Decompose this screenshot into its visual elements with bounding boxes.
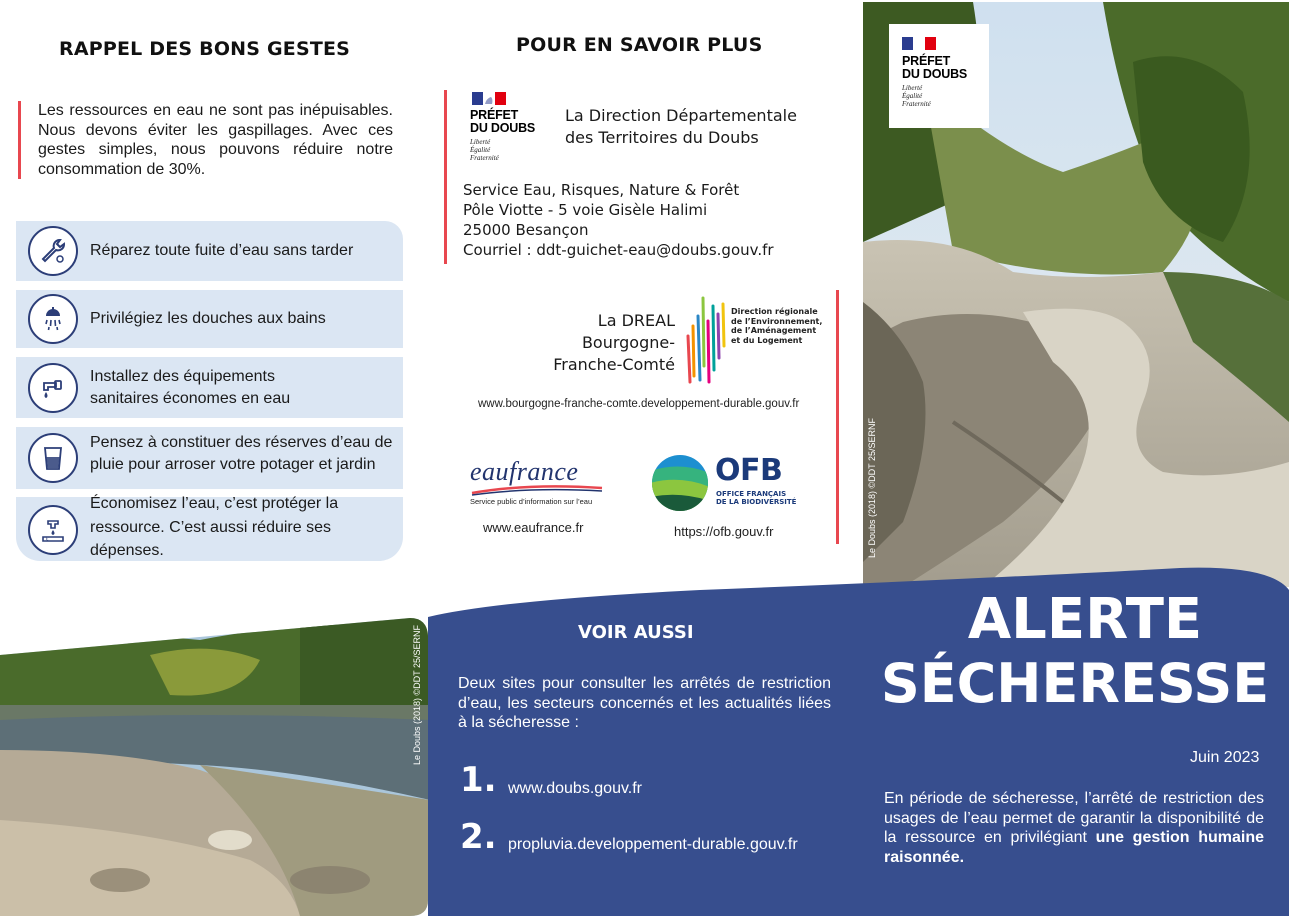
ddt-logo-line2: DU DOUBS — [470, 121, 536, 135]
cover-devise1: Liberté — [902, 84, 923, 92]
tip-text-saving-line2: ressource. C’est aussi réduire ses — [90, 518, 331, 536]
link-doubs[interactable]: www.doubs.gouv.fr — [508, 780, 642, 797]
dreal-logo-line3: de l’Aménagement — [731, 326, 817, 335]
dreal-name-line1: La DREAL — [597, 311, 675, 330]
dreal-logo-line4: et du Logement — [731, 335, 803, 345]
eaufrance-tagline: Service public d’information sur l’eau — [470, 497, 593, 506]
cover-date: Juin 2023 — [1190, 749, 1260, 766]
dreal-name-line2: Bourgogne- — [581, 333, 675, 352]
tip-text-rainwater-line2: pluie pour arroser votre potager et jardin — [90, 456, 376, 473]
middle-title: POUR EN SAVOIR PLUS — [516, 34, 763, 56]
dreal-logo-line1: Direction régionale — [731, 307, 818, 316]
eaufrance-url[interactable]: www.eaufrance.fr — [483, 520, 584, 535]
dreal-logo-line2: de l’Environnement, — [731, 316, 823, 326]
dreal-url[interactable]: www.bourgogne-franche-comte.developpement-durable.gouv.fr — [478, 398, 800, 410]
cover-body-bold: une gestion humaine raisonnée. — [884, 829, 1264, 866]
link-propluvia[interactable]: propluvia.developpement-durable.gouv.fr — [508, 836, 798, 853]
tip-text-saving-line3: dépenses. — [90, 542, 164, 559]
ddt-devise3: Fraternité — [470, 154, 499, 162]
ddt-devise1: Liberté — [470, 138, 491, 146]
tip-text-shower: Privilégiez les douches aux bains — [90, 310, 326, 327]
tip-text-saving-line1: Économisez l’eau, c’est protéger la — [90, 495, 339, 512]
cover-devise2: Égalité — [902, 92, 923, 100]
tip-text-leak: Réparez toute fuite d’eau sans tarder — [90, 242, 354, 259]
link-number-1: 1. — [460, 760, 497, 800]
tip-text-rainwater-line1: Pensez à constituer des réserves d’eau de — [90, 434, 393, 451]
ofb-logo-word: OFB — [715, 453, 783, 488]
ddt-devise2: Égalité — [470, 146, 491, 154]
ofb-url[interactable]: https://ofb.gouv.fr — [674, 524, 774, 539]
cover-logo-line2: DU DOUBS — [902, 67, 968, 81]
svg-text:€: € — [46, 536, 49, 542]
eaufrance-logo-word: eaufrance — [470, 457, 579, 486]
cover-title — [880, 588, 1270, 716]
ddt-email: Courriel : ddt-guichet-eau@doubs.gouv.fr — [463, 241, 774, 259]
left-title: RAPPEL DES BONS GESTES — [59, 38, 351, 60]
cover-devise3: Fraternité — [902, 100, 931, 108]
right-photo-credit: Le Doubs (2018) ©DDT 25/SERNF — [867, 417, 877, 558]
tip-text-equipment-line2: sanitaires économes en eau — [90, 390, 291, 407]
ofb-logo-line1: OFFICE FRANÇAIS — [716, 490, 787, 498]
ddt-name-line1: La Direction Départementale — [565, 106, 797, 125]
ddt-logo-line1: PRÉFET — [470, 108, 519, 122]
bottom-photo-credit: Le Doubs (2018) ©DDT 25/SERNF — [412, 624, 422, 765]
ddt-address2: 25000 Besançon — [463, 221, 589, 239]
tip-text-equipment-line1: Installez des équipements — [90, 368, 275, 385]
dreal-name-line3: Franche-Comté — [553, 355, 675, 374]
cover-title-line1: ALERTE — [967, 587, 1203, 652]
link-number-2: 2. — [460, 817, 497, 857]
ddt-address1: Pôle Viotte - 5 voie Gisèle Halimi — [463, 201, 708, 219]
voir-aussi-title: VOIR AUSSI — [578, 622, 694, 643]
cover-title-line2: SÉCHERESSE — [880, 652, 1270, 715]
voir-aussi-text: Deux sites pour consulter les arrêtés de restriction d’eau, les secteurs concernés et les actualités liées à la sécheresse : — [458, 675, 831, 731]
ddt-service: Service Eau, Risques, Nature & Forêt — [463, 181, 740, 199]
ddt-name-line2: des Territoires du Doubs — [565, 128, 759, 147]
cover-body-text: En période de sécheresse, l’arrêté de restriction des usages de l’eau permet de garantir la disponibilité de la ressource en privilégiant — [884, 790, 1264, 846]
cover-body — [884, 789, 1264, 867]
cover-logo-line1: PRÉFET — [902, 54, 951, 68]
intro-text: Les ressources en eau ne sont pas inépuisables. Nous devons éviter les gaspillages. Avec ces gestes simples, nous pouvons réduire notre consommation de 30%. — [38, 102, 393, 178]
ofb-logo-line2: DE LA BIODIVERSITÉ — [716, 498, 797, 506]
